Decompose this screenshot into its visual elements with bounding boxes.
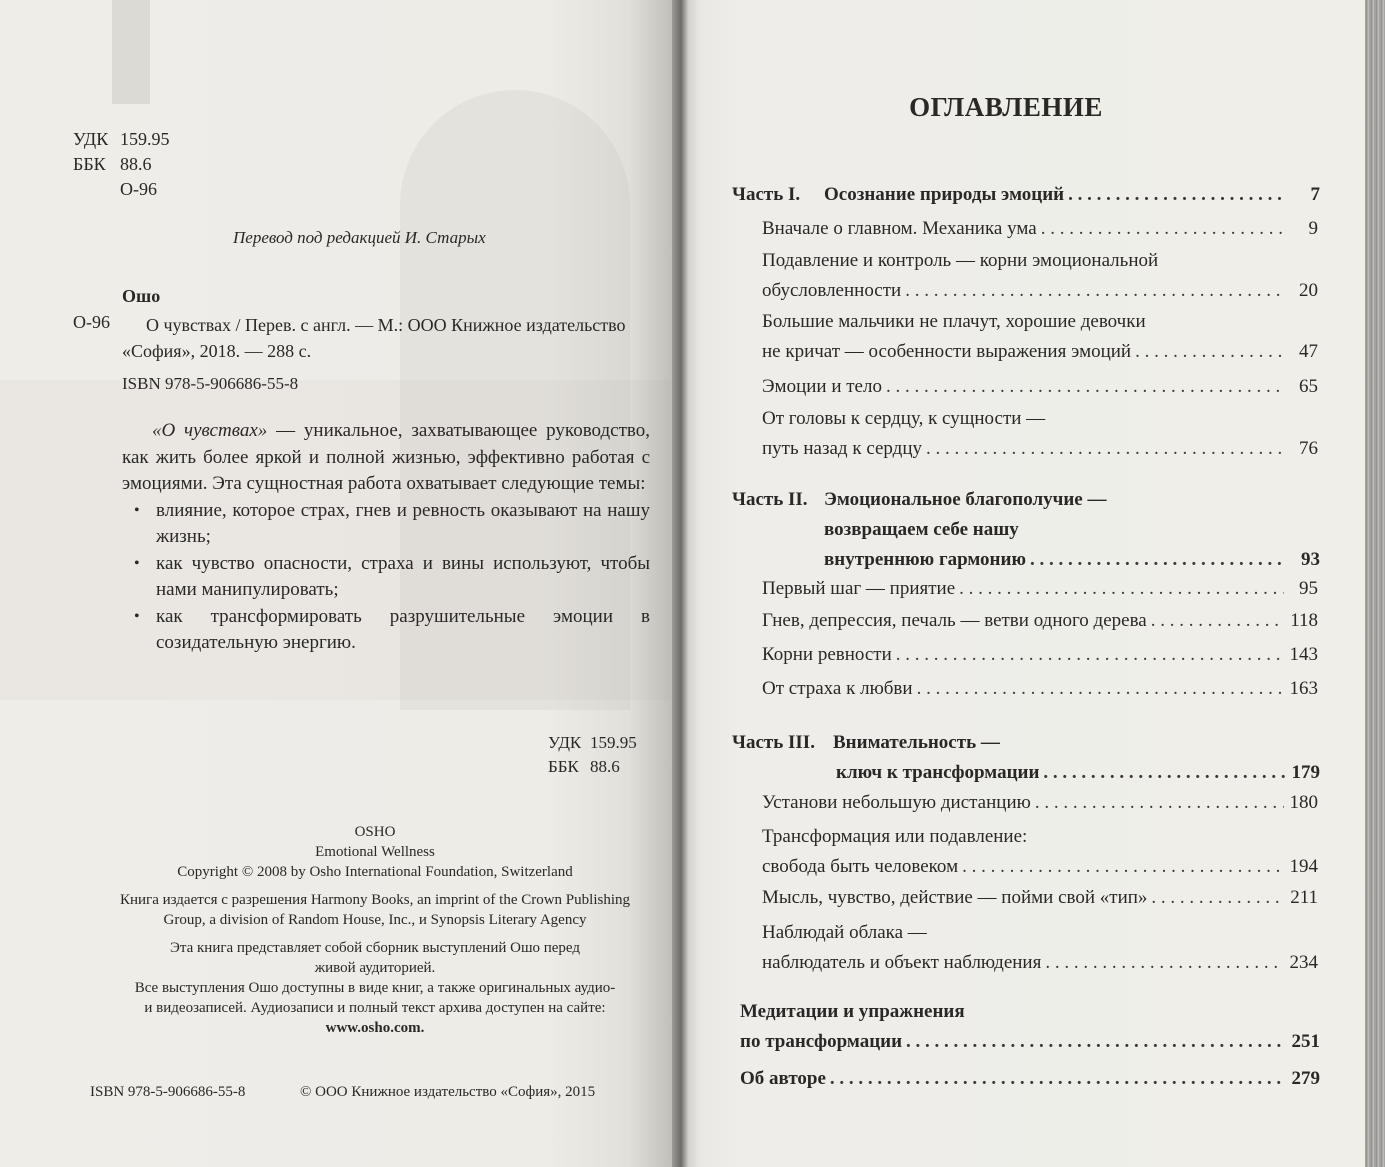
website-link[interactable]: www.osho.com. xyxy=(325,1020,425,1036)
part-title: Внимательность — xyxy=(833,732,1000,753)
annotation-intro: «О чувствах» — уникальное, захватывающее руководство, как жить более яркой и полной жизнью, эффективно работая с эмоциями. Эта сущностная работа охватывает следующие темы: xyxy=(122,420,650,494)
page-number: 179 xyxy=(1291,762,1320,783)
dot-leader xyxy=(1151,606,1284,636)
availability-note: и видеозаписей. Аудиозаписи и полный текст архива доступен на сайте: xyxy=(144,1000,606,1016)
bibliographic-entry: О чувствах / Перев. с англ. — М.: ООО Книжное издательство «София», 2018. — 288 с. xyxy=(122,315,626,361)
part-title: Эмоциональное благополучие — xyxy=(824,489,1107,510)
imprint-page xyxy=(0,0,682,1167)
topic-item: • влияние, которое страх, гнев и ревность оказывают на нашу жизнь; xyxy=(122,498,650,551)
toc-part-2[interactable]: Часть II. Эмоциональное благополучие — возвращаем себе нашу внутреннюю гармонию . . . 93 xyxy=(732,485,1320,575)
part-label: Часть I. xyxy=(732,184,801,205)
toc-chapter[interactable]: Первый шаг — приятие . . . 95 xyxy=(762,574,1318,604)
toc-title: ОГЛАВЛЕНИЕ xyxy=(909,92,1103,122)
dot-leader xyxy=(1151,883,1284,913)
original-title: Emotional Wellness xyxy=(315,844,435,860)
page-number: 93 xyxy=(1301,549,1320,570)
bbk-row: ББК 88.6 xyxy=(73,154,152,174)
toc-part-3[interactable]: Часть III. Внимательность — ключ к трансформации . . . 179 xyxy=(732,728,1320,788)
toc-chapter[interactable]: Подавление и контроль — корни эмоциональной обусловленности . . . 20 xyxy=(762,246,1318,306)
rights-notice xyxy=(75,822,675,1038)
dot-leader xyxy=(926,434,1284,464)
dot-leader xyxy=(1041,214,1284,244)
translation-editor-note: Перевод под редакцией И. Старых xyxy=(233,228,486,247)
permission-line: Книга издается с разрешения Harmony Books, an imprint of the Crown Publishing xyxy=(119,892,630,908)
dot-leader xyxy=(886,372,1284,402)
toc-chapter[interactable]: Вначале о главном. Механика ума . . . 9 xyxy=(762,214,1318,244)
page-edges xyxy=(1365,0,1385,1167)
toc-chapter[interactable]: От страха к любви . . . 163 xyxy=(762,674,1318,704)
show-through-bar xyxy=(112,0,150,104)
original-author: OSHO xyxy=(354,824,396,840)
page-number: 194 xyxy=(1289,856,1318,877)
availability-note: Все выступления Ошо доступны в виде книг, а также оригинальных аудио- xyxy=(134,980,616,996)
footer-isbn: ISBN 978-5-906686-55-8 xyxy=(90,1084,246,1100)
toc-chapter[interactable]: Мысль, чувство, действие — пойми свой «тип» . . . 211 xyxy=(762,883,1318,913)
classification-codes-bottom xyxy=(548,731,637,779)
toc-chapter[interactable]: Гнев, депрессия, печаль — ветви одного дерева . . . 118 xyxy=(762,606,1318,636)
copyright-line: Copyright © 2008 by Osho International Foundation, Switzerland xyxy=(177,864,573,880)
dot-leader xyxy=(1030,545,1286,575)
dot-leader xyxy=(959,574,1284,604)
udc-row: УДК 159.95 xyxy=(548,733,637,752)
page-number: 9 xyxy=(1308,218,1318,239)
topic-item: • как чувство опасности, страха и вины используют, чтобы нами манипулировать; xyxy=(122,551,650,604)
dot-leader xyxy=(830,1064,1286,1094)
classification-codes xyxy=(73,127,170,202)
udc-row: УДК 159.95 xyxy=(73,129,170,149)
dot-leader xyxy=(1035,788,1284,818)
catalog-code: О-96 xyxy=(73,312,110,332)
toc-chapter[interactable]: Корни ревности . . . 143 xyxy=(762,640,1318,670)
toc-chapter[interactable]: От головы к сердцу, к сущности — путь назад к сердцу . . . 76 xyxy=(762,404,1318,464)
footer-publisher-copyright: © ООО Книжное издательство «София», 2015 xyxy=(300,1084,596,1100)
page-number: 20 xyxy=(1299,280,1318,301)
page-number: 143 xyxy=(1289,644,1318,665)
dot-leader xyxy=(1045,948,1284,978)
part-label: Часть II. xyxy=(732,489,808,510)
toc-part-1[interactable] xyxy=(732,180,1320,210)
isbn: ISBN 978-5-906686-55-8 xyxy=(122,374,299,393)
toc-chapter[interactable]: Большие мальчики не плачут, хорошие девочки не кричат — особенности выражения эмоций . . . 47 xyxy=(762,307,1318,367)
page-number: 163 xyxy=(1289,678,1318,699)
page-number: 95 xyxy=(1299,578,1318,599)
page-number: 211 xyxy=(1290,887,1318,908)
collection-note: Эта книга представляет собой сборник выступлений Ошо перед xyxy=(169,940,581,956)
part-label: Часть III. xyxy=(732,732,815,753)
dot-leader xyxy=(1135,337,1284,367)
page-number: 234 xyxy=(1289,952,1318,973)
collection-note: живой аудиторией. xyxy=(314,960,436,976)
dot-leader xyxy=(906,1027,1286,1057)
dot-leader xyxy=(905,276,1284,306)
page-number: 47 xyxy=(1299,341,1318,362)
dot-leader xyxy=(917,674,1284,704)
dot-leader xyxy=(1043,758,1286,788)
dot-leader xyxy=(1068,180,1286,210)
bbk-row: ББК 88.6 xyxy=(548,757,620,776)
annotation-book-title: «О чувствах» xyxy=(152,420,268,441)
page-number: 76 xyxy=(1299,438,1318,459)
toc-about-author[interactable]: Об авторе . . . 279 xyxy=(740,1064,1320,1094)
page-number: 180 xyxy=(1289,792,1318,813)
author-mark-row: О-96 xyxy=(120,179,157,199)
table-of-contents xyxy=(700,0,1365,1167)
page-number: 65 xyxy=(1299,376,1318,397)
toc-chapter[interactable]: Трансформация или подавление: свобода быть человеком . . . 194 xyxy=(762,822,1318,882)
page-number: 118 xyxy=(1290,610,1318,631)
toc-chapter[interactable]: Наблюдай облака — наблюдатель и объект наблюдения . . . 234 xyxy=(762,918,1318,978)
page-number: 279 xyxy=(1291,1068,1320,1089)
topic-item: • как трансформировать разрушительные эмоции в созидательную энергию. xyxy=(122,604,650,657)
annotation-topics xyxy=(122,498,650,657)
author-heading: Ошо xyxy=(122,286,161,306)
toc-chapter[interactable]: Установи небольшую дистанцию . . . 180 xyxy=(762,788,1318,818)
page-number: 7 xyxy=(1310,184,1320,205)
page-number: 251 xyxy=(1291,1031,1320,1052)
permission-line: Group, a division of Random House, Inc., и Synopsis Literary Agency xyxy=(163,912,587,928)
toc-chapter[interactable]: Эмоции и тело . . . 65 xyxy=(762,372,1318,402)
dot-leader xyxy=(962,852,1284,882)
annotation xyxy=(122,418,650,657)
dot-leader xyxy=(896,640,1284,670)
book-gutter xyxy=(672,0,702,1167)
part-title: Осознание природы эмоций xyxy=(824,184,1065,205)
toc-meditations[interactable]: Медитации и упражнения по трансформации . . . 251 xyxy=(740,997,1320,1057)
